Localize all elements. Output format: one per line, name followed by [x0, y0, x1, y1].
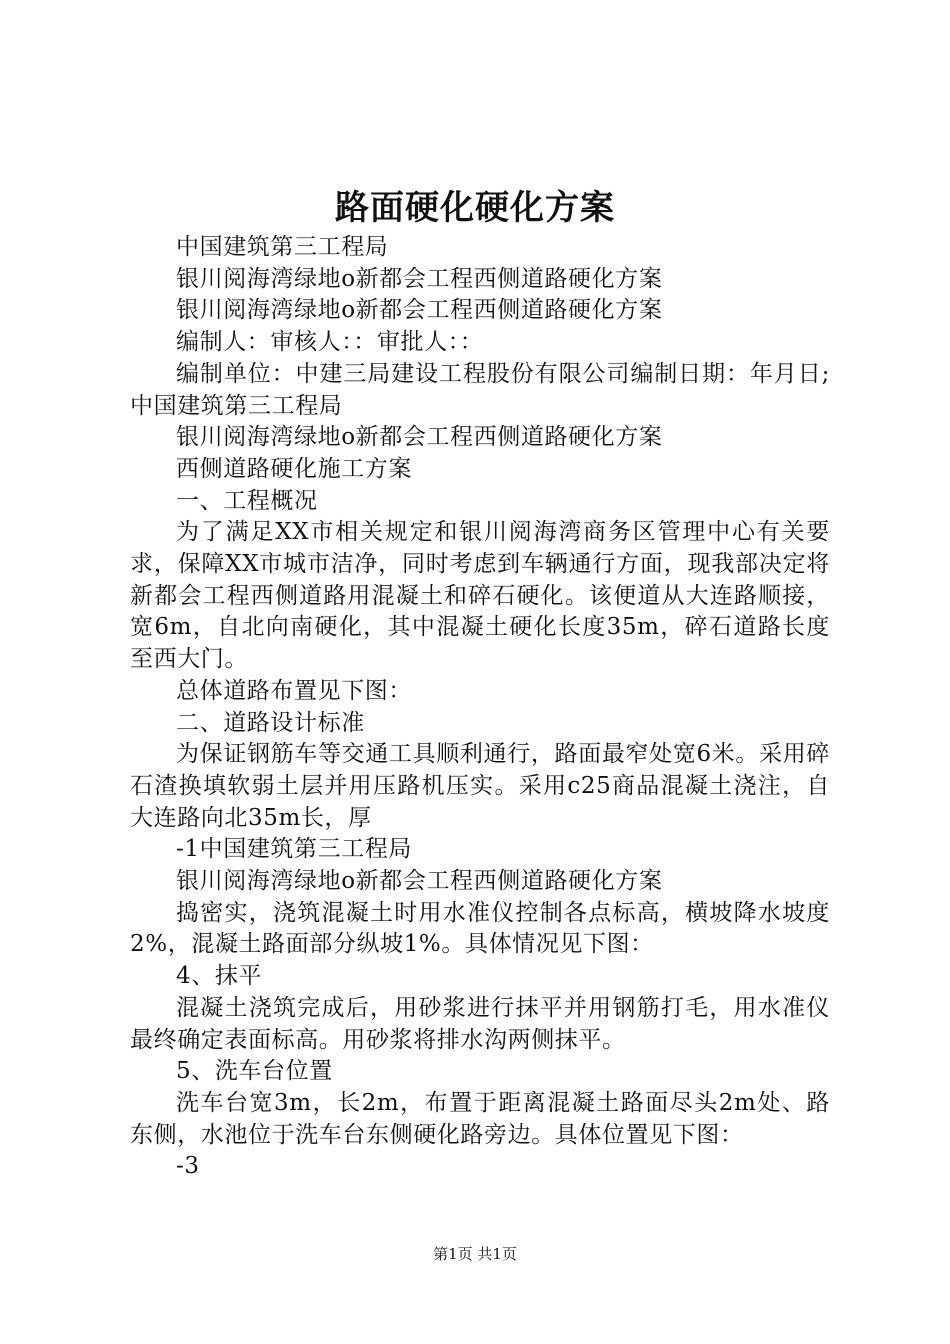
- section-heading: 一、工程概况: [176, 487, 318, 514]
- paragraph: 洗车台宽3m，长2m，布置于距离混凝土路面尽头2m处、路东侧，水池位于洗车台东侧硬化路旁边。具体位置见下图：: [130, 1089, 830, 1148]
- paragraph: 编制人：审核人：：审批人：：: [176, 329, 484, 356]
- paragraph: 银川阅海湾绿地ο新都会工程西侧道路硬化方案: [176, 265, 663, 292]
- paragraph: 混凝土浇筑完成后，用砂浆进行抹平并用钢筋打毛，用水准仪最终确定表面标高。用砂浆将排水沟两侧抹平。: [130, 994, 830, 1053]
- paragraph: 总体道路布置见下图：: [176, 677, 412, 704]
- section-heading: 5、洗车台位置: [176, 1058, 333, 1085]
- document-title: 路面硬化硬化方案: [335, 188, 615, 228]
- document-body: [130, 232, 830, 1183]
- page-footer: 第1页 共1页: [433, 1245, 517, 1263]
- paragraph: 为了满足XX市相关规定和银川阅海湾商务区管理中心有关要求，保障XX市城市洁净，同时考虑到车辆通行方面，现我部决定将新都会工程西侧道路用混凝土和碎石硬化。该便道从大连路顺接，宽6m，自北向南硬化，其中混凝土硬化长度35m，碎石道路长度至西大门。: [130, 519, 830, 673]
- paragraph: 为保证钢筋车等交通工具顺利通行，路面最窄处宽6米。采用碎石渣换填软弱土层并用压路机压实。采用c25商品混凝土浇注，自大连路向北35m长，厚: [130, 741, 830, 831]
- paragraph: 中国建筑第三工程局: [176, 234, 389, 260]
- paragraph: -1中国建筑第三工程局: [176, 836, 413, 863]
- section-heading: 二、道路设计标准: [176, 709, 365, 736]
- paragraph: 西侧道路硬化施工方案: [176, 455, 412, 482]
- paragraph: 银川阅海湾绿地ο新都会工程西侧道路硬化方案: [176, 297, 663, 324]
- paragraph: 捣密实，浇筑混凝土时用水准仪控制各点标高，横坡降水坡度2%，混凝土路面部分纵坡1%。具体情况见下图：: [130, 899, 830, 958]
- paragraph: 银川阅海湾绿地ο新都会工程西侧道路硬化方案: [176, 868, 663, 895]
- paragraph: -3: [176, 1153, 200, 1180]
- section-heading: 4、抹平: [176, 963, 263, 990]
- paragraph: 银川阅海湾绿地ο新都会工程西侧道路硬化方案: [176, 424, 663, 451]
- paragraph: 编制单位：中建三局建设工程股份有限公司编制日期：年月日;中国建筑第三工程局: [130, 360, 830, 419]
